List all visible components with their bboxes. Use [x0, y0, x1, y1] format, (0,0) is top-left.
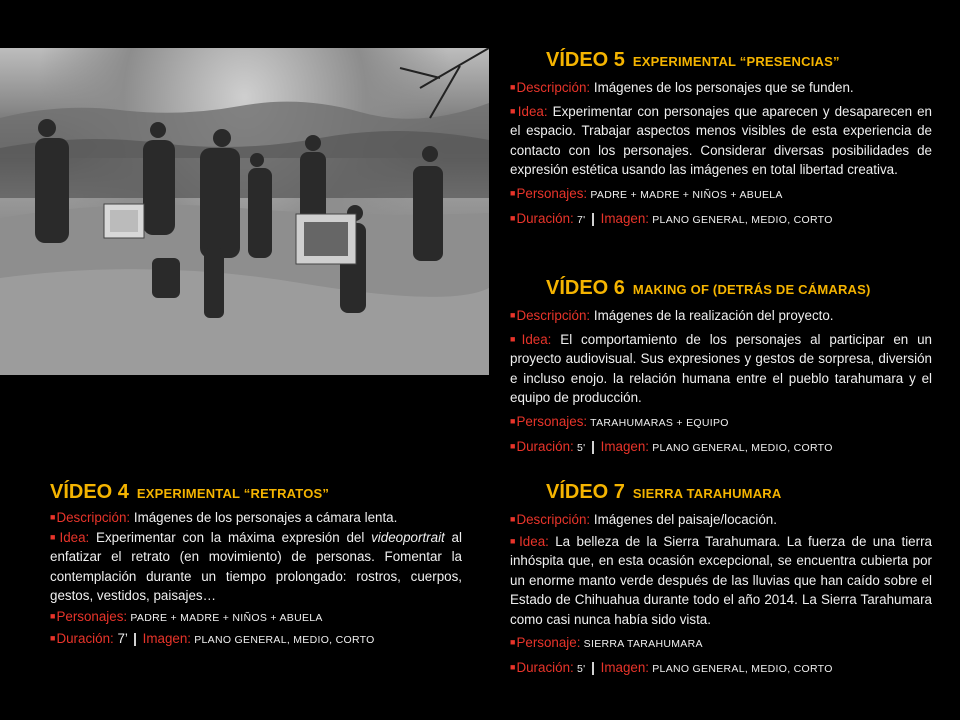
label-personajes: Personajes: [516, 413, 588, 429]
label-imagen: Imagen: [600, 210, 650, 226]
idea-text: La belleza de la Sierra Tarahumara. La fuerza de una tierra inhóspita que, en esta ocasión excepcional, se encuentra cubierta por un enorme manto verde después de las lluvias que han caído sobre el Estado de Chihuahua durante todo el año 2014. La Sierra Tarahumara como casi nunca había sido vista. [510, 533, 932, 627]
video4-number: VÍDEO 4 [50, 481, 129, 503]
bullet-icon: ■ [510, 310, 516, 320]
personajes-text: TARAHUMARAS + EQUIPO [587, 416, 729, 429]
bullet-icon: ■ [50, 531, 59, 542]
label-duracion: Duración: [516, 660, 574, 675]
video5-duracion [510, 207, 932, 232]
bullet-icon: ■ [510, 187, 516, 198]
label-imagen: Imagen: [142, 630, 192, 646]
duracion-text: 7’ [113, 630, 128, 646]
bullet-icon: ■ [510, 333, 521, 344]
video6-duracion [510, 435, 932, 460]
video6-description [510, 306, 932, 326]
video7-section [510, 480, 932, 681]
idea-text: El comportamiento de los personajes al participar en un proyecto audiovisual. Sus expresiones y gestos de sorpresa, diversión e incluso enojo. la relación humana entre el pueblo tarahumara y el equipo de producción. [510, 331, 932, 405]
separator: | [591, 660, 595, 675]
bullet-icon: ■ [510, 415, 516, 426]
video5-idea [510, 102, 932, 180]
label-idea: Idea: [59, 529, 90, 545]
bullet-icon: ■ [510, 105, 517, 116]
label-descripcion: Descripción: [516, 308, 591, 323]
label-descripcion: Descripción: [516, 512, 591, 527]
video6-number: VÍDEO 6 [546, 277, 625, 299]
duracion-text: 7' [573, 213, 586, 226]
video6-subtitle: MAKING OF (DETRÁS DE CÁMARAS) [632, 282, 871, 297]
imagen-text: PLANO GENERAL, MEDIO, CORTO [649, 213, 833, 226]
idea-text: Experimentar con personajes que aparecen y desaparecen en el espacio. Trabajar aspectos menos visibles de esta experiencia de contacto con los personajes. Considerar diversas posibilidades de expresión estética usando las imágenes en total libertad creativa. [510, 103, 932, 177]
separator: | [133, 630, 137, 646]
video5-number: VÍDEO 5 [546, 49, 625, 71]
bullet-icon: ■ [510, 82, 516, 92]
bullet-icon: ■ [50, 632, 56, 643]
label-personaje: Personaje: [516, 635, 581, 650]
description-text: Imágenes de los personajes que se funden. [590, 80, 854, 95]
video4-duracion [50, 628, 462, 650]
video6-title [510, 276, 932, 302]
video7-personaje [510, 631, 932, 656]
label-descripcion: Descripción: [516, 80, 591, 95]
imagen-text: PLANO GENERAL, MEDIO, CORTO [649, 441, 833, 454]
video5-title [510, 48, 932, 74]
personajes-text: PADRE + MADRE + NIÑOS + ABUELA [587, 188, 783, 201]
bullet-icon: ■ [510, 514, 516, 524]
label-imagen: Imagen: [600, 660, 650, 675]
video4-subtitle: EXPERIMENTAL “RETRATOS” [136, 486, 330, 501]
video4-personajes [50, 606, 462, 628]
video7-number: VÍDEO 7 [546, 481, 625, 503]
video4-idea [50, 528, 462, 606]
idea-emphasis: videoportrait [371, 529, 445, 545]
description-text: Imágenes de la realización del proyecto. [590, 308, 834, 323]
imagen-text: PLANO GENERAL, MEDIO, CORTO [649, 663, 833, 675]
label-personajes: Personajes: [56, 608, 128, 624]
label-personajes: Personajes: [516, 185, 588, 201]
bullet-icon: ■ [510, 212, 516, 223]
video7-duracion [510, 656, 932, 681]
video6-section [510, 276, 932, 460]
video7-title [510, 480, 932, 506]
label-duracion: Duración: [56, 630, 114, 646]
video7-description [510, 510, 932, 530]
video5-section [510, 48, 932, 232]
idea-text: Experimentar con la máxima expresión del [89, 529, 372, 545]
bullet-icon: ■ [50, 610, 56, 621]
video6-idea [510, 330, 932, 408]
description-text: Imágenes de los personajes a cámara lenta. [130, 510, 398, 525]
duracion-text: 5' [573, 441, 586, 454]
label-imagen: Imagen: [600, 438, 650, 454]
bullet-icon: ■ [50, 512, 56, 522]
bullet-icon: ■ [510, 440, 516, 451]
bullet-icon: ■ [510, 662, 516, 672]
video4-description [50, 508, 462, 528]
video5-personajes [510, 182, 932, 207]
personajes-text: PADRE + MADRE + NIÑOS + ABUELA [127, 611, 323, 624]
description-text: Imágenes del paisaje/locación. [590, 512, 777, 527]
video5-description [510, 78, 932, 98]
duracion-text: 5' [573, 663, 586, 675]
photo-illustration [0, 48, 489, 375]
label-duracion: Duración: [516, 210, 574, 226]
bullet-icon: ■ [510, 637, 516, 647]
video4-title [50, 480, 462, 506]
video4-section [50, 480, 462, 650]
label-idea: Idea: [521, 331, 552, 347]
video6-personajes [510, 410, 932, 435]
separator: | [591, 210, 595, 226]
video5-subtitle: EXPERIMENTAL “PRESENCIAS” [632, 54, 840, 69]
label-descripcion: Descripción: [56, 510, 131, 525]
label-duracion: Duración: [516, 438, 574, 454]
bullet-icon: ■ [510, 535, 519, 546]
idea-text-continued: al enfatizar el retrato (en movimiento) de personas. Fomentar la contemplación durante un tiempo prolongado: rostros, cuerpos, gestos, vestidos, paisajes… [50, 529, 462, 603]
label-idea: Idea: [517, 103, 548, 119]
separator: | [591, 438, 595, 454]
photo-family-with-tvs [0, 48, 489, 375]
imagen-text: PLANO GENERAL, MEDIO, CORTO [191, 633, 375, 646]
video7-subtitle: SIERRA TARAHUMARA [632, 486, 782, 501]
label-idea: Idea: [519, 533, 549, 549]
personaje-text: SIERRA TARAHUMARA [580, 638, 703, 650]
video7-idea [510, 532, 932, 630]
